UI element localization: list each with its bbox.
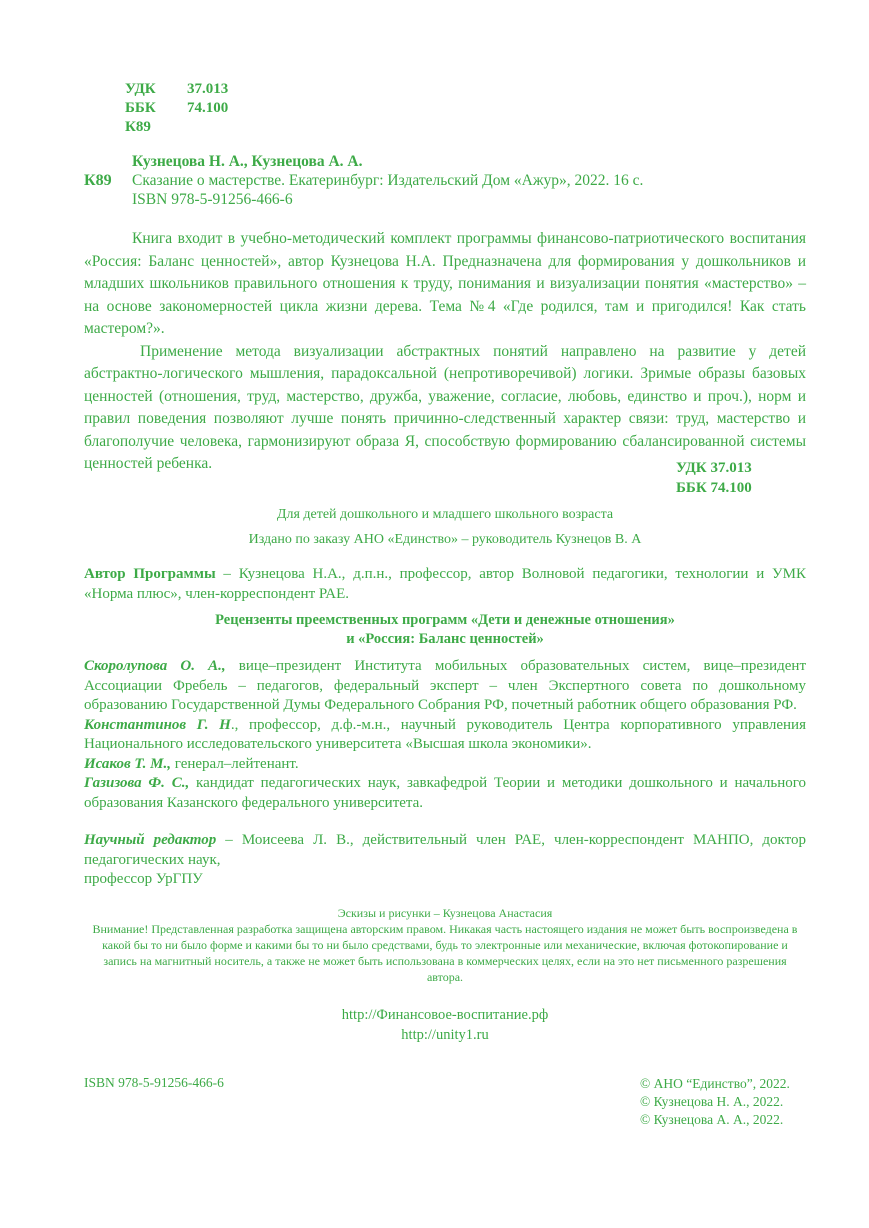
reviewer-name: Исаков Т. М., (84, 755, 171, 772)
copyright-notice (84, 905, 806, 985)
reviewer-name: Газизова Ф. С., (84, 775, 190, 791)
reviewer-entry (84, 716, 806, 755)
abstract-paragraph-1: Книга входит в учебно-методический комплект программы финансово-патриотического воспитания «Россия: Баланс ценностей», автор Кузнецова Н.А. Предназначена для формирования у дошкольников и младших школьников правильного отношения к труду, понимания и визуализации понятия «мастерство» – на основе закономерностей цикла жизни дерева. Тема №4 «Где родился, там и пригодился! Как стать мастером?». (84, 230, 806, 337)
editor-label: Научный редактор (84, 832, 217, 848)
reviewer-entry (84, 774, 806, 813)
footer-isbn: ISBN 978-5-91256-466-6 (84, 1075, 224, 1090)
copyright-line: © Кузнецова Н. А., 2022. (640, 1094, 784, 1109)
program-author (84, 565, 806, 604)
editor-line2: профессор УрГПУ (84, 871, 203, 887)
reviewer-name: Скоролупова О. А., (84, 658, 226, 674)
bibliographic-record (84, 152, 804, 209)
reviewer-entry (84, 755, 806, 775)
sketches-credit: Эскизы и рисунки – Кузнецова Анастасия (337, 906, 553, 920)
classification-codes-right (676, 458, 752, 498)
udk-code: УДК 37.013 (676, 460, 752, 476)
copyright-warning: Внимание! Представленная разработка защищена авторским правом. Никакая часть настоящего издания не может быть воспроизведена в какой бы то ни было форме и какими бы то ни было средствами, будь то электронные или механические, включая фотокопирование и запись на магнитный носитель, а также не может быть использована в коммерческих целях, если на это нет письменного разрешения автора. (92, 922, 798, 984)
editor-text: – Моисеева Л. В., действительный член РАЕ, член-корреспондент МАНПО, доктор педагогических наук, (84, 832, 806, 868)
website-links (84, 1005, 806, 1045)
website-link-1[interactable]: http://Финансовое-воспитание.рф (341, 1007, 549, 1023)
audience-note: Для детей дошкольного и младшего школьного возраста (276, 507, 614, 522)
scientific-editor (84, 831, 806, 890)
copyright-lines (640, 1075, 790, 1129)
udk-label: УДК (125, 81, 156, 97)
bbk-label: ББК (125, 100, 156, 116)
bbk-value: 74.100 (187, 100, 229, 116)
program-author-label: Автор Программы (84, 566, 216, 582)
abstract (84, 228, 806, 476)
reviewers-title-line1: Рецензенты преемственных программ «Дети и денежные отношения» (215, 612, 675, 628)
bib-author-mark: К89 (84, 172, 112, 189)
website-link-2[interactable]: http://unity1.ru (401, 1027, 489, 1043)
bib-isbn: ISBN 978-5-91256-466-6 (132, 191, 293, 208)
program-author-text: – Кузнецова Н.А., д.п.н., профессор, автор Волновой педагогики, технологии и УМК «Норма плюс», член-корреспондент РАЕ. (84, 566, 806, 602)
reviewers-title (84, 611, 806, 648)
reviewer-name: Константинов Г. Н (84, 716, 231, 733)
ordered-by-note: Издано по заказу АНО «Единство» – руководитель Кузнецов В. А (248, 532, 642, 547)
bib-title-line: Сказание о мастерстве. Екатеринбург: Издательский Дом «Ажур», 2022. 16 с. (132, 172, 644, 189)
reviewer-text: кандидат педагогических наук, завкафедрой Теории и методики дошкольного и начального образования Казанского федерального университета. (84, 775, 806, 811)
authors: Кузнецова Н. А., Кузнецова А. А. (132, 153, 363, 170)
reviewers-title-line2: и «Россия: Баланс ценностей» (346, 630, 544, 647)
reviewer-text: генерал–лейтенант. (170, 755, 299, 772)
copyright-line: © Кузнецова А. А., 2022. (640, 1112, 784, 1127)
udk-block (125, 80, 228, 137)
abstract-paragraph-2: Применение метода визуализации абстрактных понятий направлено на развитие у детей абстрактно-логического мышления, парадоксальной (непротиворечивой) логики. Зримые образы базовых ценностей (отношения, труд, мастерство, дружба, уважение, согласие, любовь, единство и проч.), норм и правил поведения позволяют лучше понять причинно-следственный характер связи: труд, мастерство и благополучие человека, гармонизируют образа Я, способствую формированию сбалансированной системы ценностей ребенка. (84, 342, 806, 472)
author-mark: К89 (125, 119, 151, 135)
reviewer-text: ., профессор, д.ф.-м.н., научный руководитель Центра корпоративного управления Национального исследовательского университета «Высшая школа экономики». (84, 716, 806, 752)
bbk-code: ББК 74.100 (676, 480, 752, 496)
udk-value: 37.013 (187, 81, 229, 97)
copyright-line: © АНО “Единство”, 2022. (640, 1076, 790, 1091)
reviewers-list (84, 657, 806, 813)
reviewer-text: вице–президент Института мобильных образовательных систем, вице–президент Ассоциации Фребель – педагогов, федеральный эксперт – член Экспертного совета по дошкольному образованию Государственной Думы Федерального Собрания РФ, почетный работник общего образования РФ. (84, 658, 806, 713)
reviewer-entry (84, 657, 806, 716)
